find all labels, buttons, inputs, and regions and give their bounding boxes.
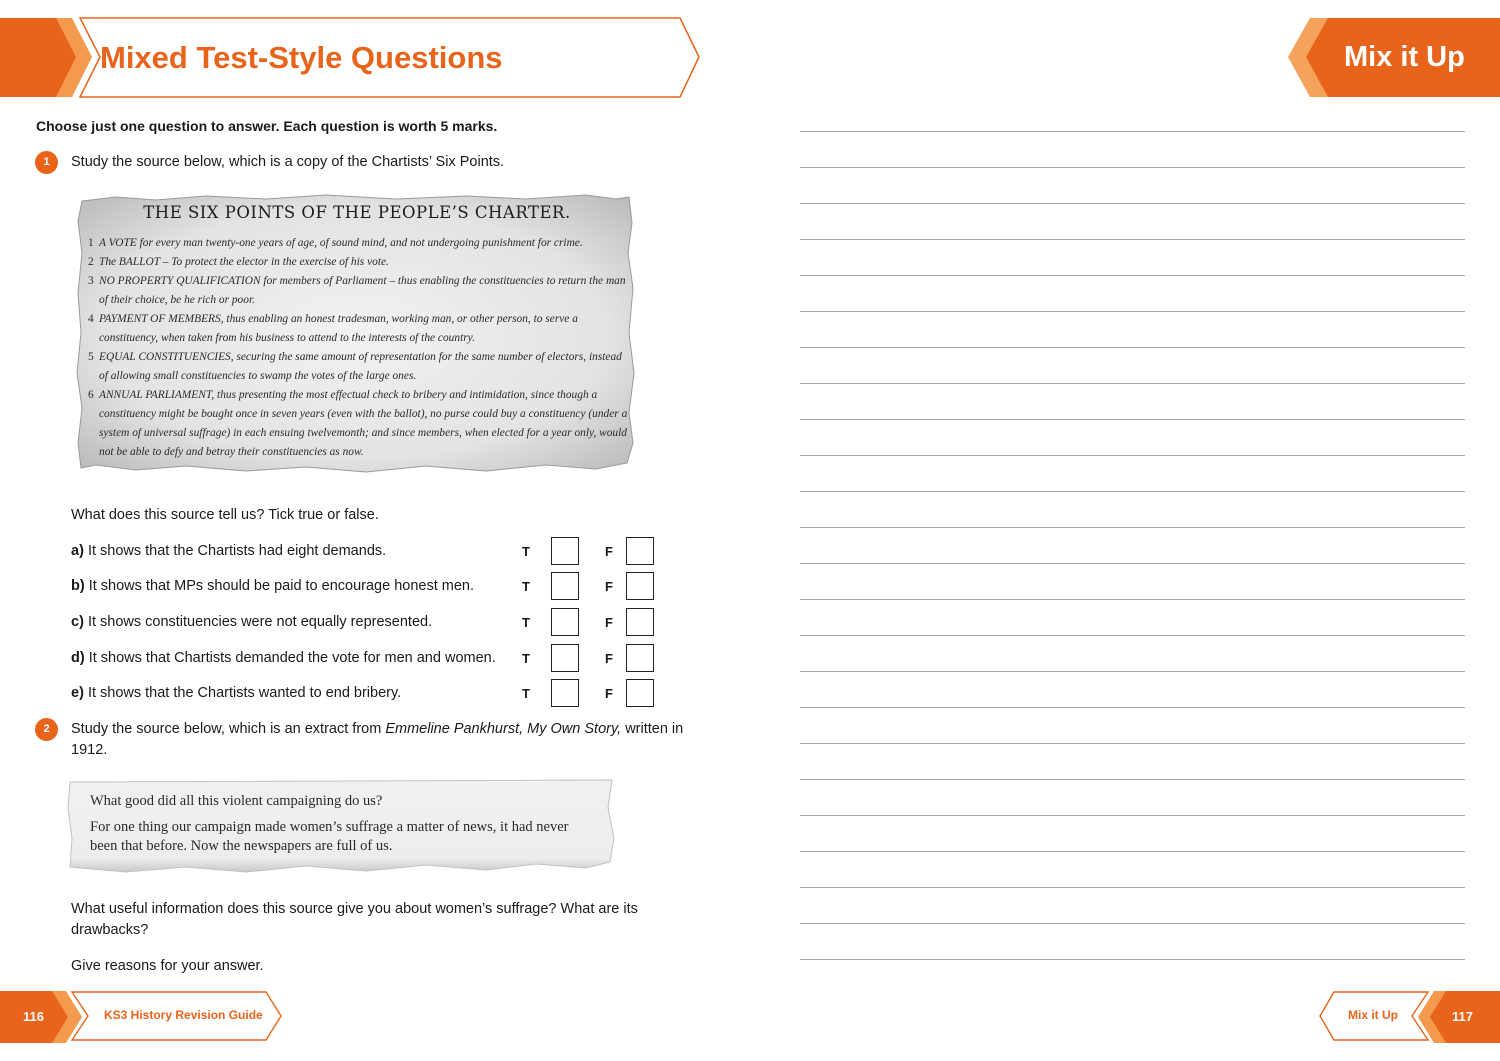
charter-point: 3 NO PROPERTY QUALIFICATION for members of Parliament – thus enabling the constituencies to return the man of their choice, be he rich or poor. bbox=[88, 275, 626, 306]
answer-line[interactable] bbox=[800, 563, 1465, 564]
answer-line[interactable] bbox=[800, 275, 1465, 276]
answer-line[interactable] bbox=[800, 743, 1465, 744]
pankhurst-text bbox=[90, 792, 590, 856]
source-citation: Emmeline Pankhurst, My Own Story, bbox=[385, 721, 622, 737]
answer-line[interactable] bbox=[800, 239, 1465, 240]
statement-letter: a) bbox=[71, 543, 84, 559]
false-label: F bbox=[605, 615, 613, 630]
charter-title: THE SIX POINTS OF THE PEOPLE’S CHARTER. bbox=[143, 203, 571, 222]
true-label: T bbox=[522, 544, 530, 559]
false-checkbox-a[interactable] bbox=[626, 537, 654, 565]
page-number-right: 117 bbox=[1452, 1009, 1473, 1024]
statement-text: It shows that the Chartists had eight demands. bbox=[87, 543, 387, 559]
charter-point: 2 The BALLOT – To protect the elector in the exercise of his vote. bbox=[88, 256, 389, 268]
tf-row-c bbox=[71, 608, 661, 638]
false-label: F bbox=[605, 686, 613, 701]
answer-line[interactable] bbox=[800, 851, 1465, 852]
answer-line[interactable] bbox=[800, 455, 1465, 456]
answer-line[interactable] bbox=[800, 959, 1465, 960]
answer-line[interactable] bbox=[800, 131, 1465, 132]
answer-line[interactable] bbox=[800, 815, 1465, 816]
false-checkbox-c[interactable] bbox=[626, 608, 654, 636]
false-label: F bbox=[605, 651, 613, 666]
false-checkbox-b[interactable] bbox=[626, 572, 654, 600]
footer-right bbox=[1318, 990, 1500, 1044]
answer-line[interactable] bbox=[800, 779, 1465, 780]
question-number-1: 1 bbox=[35, 151, 58, 174]
header-banner bbox=[0, 17, 702, 98]
pankhurst-line-2: For one thing our campaign made women’s suffrage a matter of news, it had never been that before. Now the newspapers are full of us. bbox=[90, 819, 569, 854]
true-label: T bbox=[522, 651, 530, 666]
true-checkbox-c[interactable] bbox=[551, 608, 579, 636]
false-checkbox-d[interactable] bbox=[626, 644, 654, 672]
tf-row-a bbox=[71, 537, 661, 567]
answer-line[interactable] bbox=[800, 635, 1465, 636]
statement-letter: c) bbox=[71, 614, 84, 630]
answer-line[interactable] bbox=[800, 527, 1465, 528]
true-label: T bbox=[522, 615, 530, 630]
section-tab bbox=[1288, 17, 1500, 98]
pankhurst-source bbox=[66, 778, 616, 882]
tf-row-d bbox=[71, 644, 661, 674]
charter-points bbox=[88, 234, 628, 462]
answer-line[interactable] bbox=[800, 167, 1465, 168]
false-label: F bbox=[605, 579, 613, 594]
charter-point: 5 EQUAL CONSTITUENCIES, securing the same amount of representation for the same number of electors, instead of allowing small constituencies to swamp the votes of the large ones. bbox=[88, 351, 622, 382]
answer-line[interactable] bbox=[800, 419, 1465, 420]
answer-line[interactable] bbox=[800, 311, 1465, 312]
question-2-prompt: Study the source below, which is an extract from Emmeline Pankhurst, My Own Story, written in 1912. bbox=[71, 721, 684, 758]
answer-line[interactable] bbox=[800, 383, 1465, 384]
statement-letter: d) bbox=[71, 650, 85, 666]
true-false-prompt: What does this source tell us? Tick true or false. bbox=[71, 507, 379, 523]
charter-point: 1 A VOTE for every man twenty-one years of age, of sound mind, and not undergoing punishment for crime. bbox=[88, 237, 583, 249]
page-number-left: 116 bbox=[23, 1009, 44, 1024]
question-2-reasons: Give reasons for your answer. bbox=[71, 958, 264, 974]
tf-row-e bbox=[71, 679, 661, 709]
answer-line[interactable] bbox=[800, 347, 1465, 348]
true-checkbox-a[interactable] bbox=[551, 537, 579, 565]
book-title: KS3 History Revision Guide bbox=[104, 1008, 263, 1022]
true-checkbox-e[interactable] bbox=[551, 679, 579, 707]
answer-line[interactable] bbox=[800, 707, 1465, 708]
answer-line[interactable] bbox=[800, 599, 1465, 600]
charter-point: 6 ANNUAL PARLIAMENT, thus presenting the most effectual check to bribery and intimidation, since though a constituency might be bought once in seven years (even with the ballot), no purse could buy a constituency (under a system of universal suffrage) in each ensuing twelvemonth; and since members, when elected for a year only, would not be able to defy and betray their constituencies as now. bbox=[88, 389, 628, 458]
question-2-text: What useful information does this source give you about women’s suffrage? What are its drawbacks? bbox=[71, 901, 638, 938]
page-title: Mixed Test-Style Questions bbox=[100, 40, 503, 75]
answer-line[interactable] bbox=[800, 887, 1465, 888]
tf-row-b bbox=[71, 572, 661, 602]
true-label: T bbox=[522, 686, 530, 701]
charter-source bbox=[76, 193, 638, 476]
false-label: F bbox=[605, 544, 613, 559]
footer-section-label: Mix it Up bbox=[1348, 1008, 1398, 1022]
footer-left bbox=[0, 990, 284, 1044]
answer-line[interactable] bbox=[800, 923, 1465, 924]
question-number-2: 2 bbox=[35, 718, 58, 741]
statement-text: It shows that Chartists demanded the vote for men and women. bbox=[88, 650, 496, 666]
answer-line[interactable] bbox=[800, 491, 1465, 492]
statement-letter: b) bbox=[71, 578, 85, 594]
instructions: Choose just one question to answer. Each question is worth 5 marks. bbox=[36, 118, 498, 134]
answer-line[interactable] bbox=[800, 671, 1465, 672]
pankhurst-line-1: What good did all this violent campaigning do us? bbox=[90, 793, 383, 809]
statement-letter: e) bbox=[71, 685, 84, 701]
charter-point: 4 PAYMENT OF MEMBERS, thus enabling an honest tradesman, working man, or other person, to serve a constituency, when taken from his business to attend to the interests of the country. bbox=[88, 313, 578, 344]
true-checkbox-d[interactable] bbox=[551, 644, 579, 672]
statement-text: It shows that MPs should be paid to encourage honest men. bbox=[88, 578, 475, 594]
answer-line[interactable] bbox=[800, 203, 1465, 204]
section-tab-label: Mix it Up bbox=[1344, 41, 1465, 73]
false-checkbox-e[interactable] bbox=[626, 679, 654, 707]
statement-text: It shows constituencies were not equally represented. bbox=[87, 614, 433, 630]
true-checkbox-b[interactable] bbox=[551, 572, 579, 600]
true-label: T bbox=[522, 579, 530, 594]
question-1-prompt: Study the source below, which is a copy of the Chartists’ Six Points. bbox=[71, 154, 505, 170]
statement-text: It shows that the Chartists wanted to end bribery. bbox=[87, 685, 402, 701]
